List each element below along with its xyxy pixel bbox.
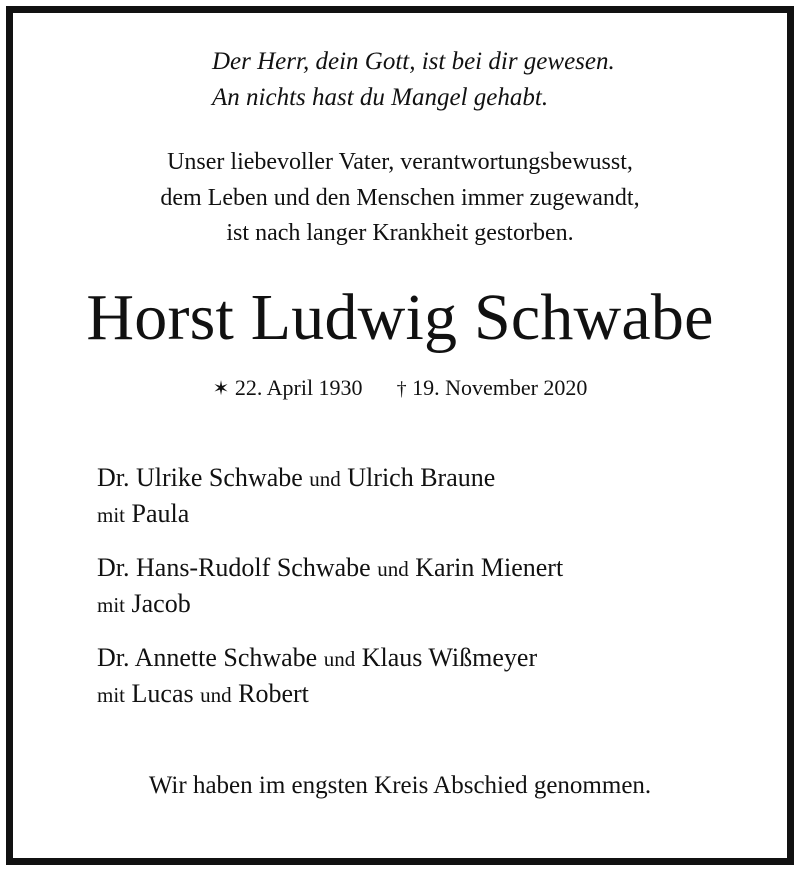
with-word: mit [97,683,126,707]
death-cross-icon: † [396,378,407,400]
mourner-couple-2 [97,550,563,586]
birth-date: 22. April 1930 [234,375,363,400]
mourner-children-3 [97,676,563,712]
mourner-partner-name: Klaus Wißmeyer [361,643,538,672]
child-name: Robert [238,679,309,708]
verse-line-2: An nichts hast du Mangel gehabt. [212,84,549,111]
child-name: Paula [131,499,190,528]
conjunction: und [200,683,232,707]
conjunction: und [309,467,341,491]
child-name: Lucas [131,679,194,708]
intro-text [0,145,800,252]
life-dates [0,373,800,404]
mourner-couple-1 [97,460,563,496]
birth-star-icon: ✶ [212,378,230,400]
bible-verse [212,44,615,116]
deceased-name: Horst Ludwig Schwabe [86,281,714,354]
child-name: Jacob [131,589,191,618]
intro-line-2: dem Leben und den Menschen immer zugewandt, [160,184,640,211]
intro-line-1: Unser liebevoller Vater, verantwortungsbewusst, [167,149,633,175]
conjunction: und [377,557,409,581]
mourner-partner-name: Karin Mienert [415,553,564,582]
mourners-list [97,460,563,712]
verse-line-1: Der Herr, dein Gott, ist bei dir gewesen. [212,48,615,75]
mourner-name: Dr. Ulrike Schwabe [97,463,303,492]
notice-border [6,6,794,865]
death-date: 19. November 2020 [412,375,588,400]
with-word: mit [97,503,126,527]
closing-statement: Wir haben im engsten Kreis Abschied genommen. [148,772,652,799]
intro-line-3: ist nach langer Krankheit gestorben. [226,220,574,246]
mourner-couple-3 [97,640,563,676]
conjunction: und [323,647,356,671]
mourner-partner-name: Ulrich Braune [347,463,496,492]
with-word: mit [97,593,126,617]
mourner-children-1 [97,496,563,532]
mourner-name: Dr. Hans-Rudolf Schwabe [97,553,371,582]
mourner-children-2 [97,586,563,622]
mourner-name: Dr. Annette Schwabe [97,643,318,672]
